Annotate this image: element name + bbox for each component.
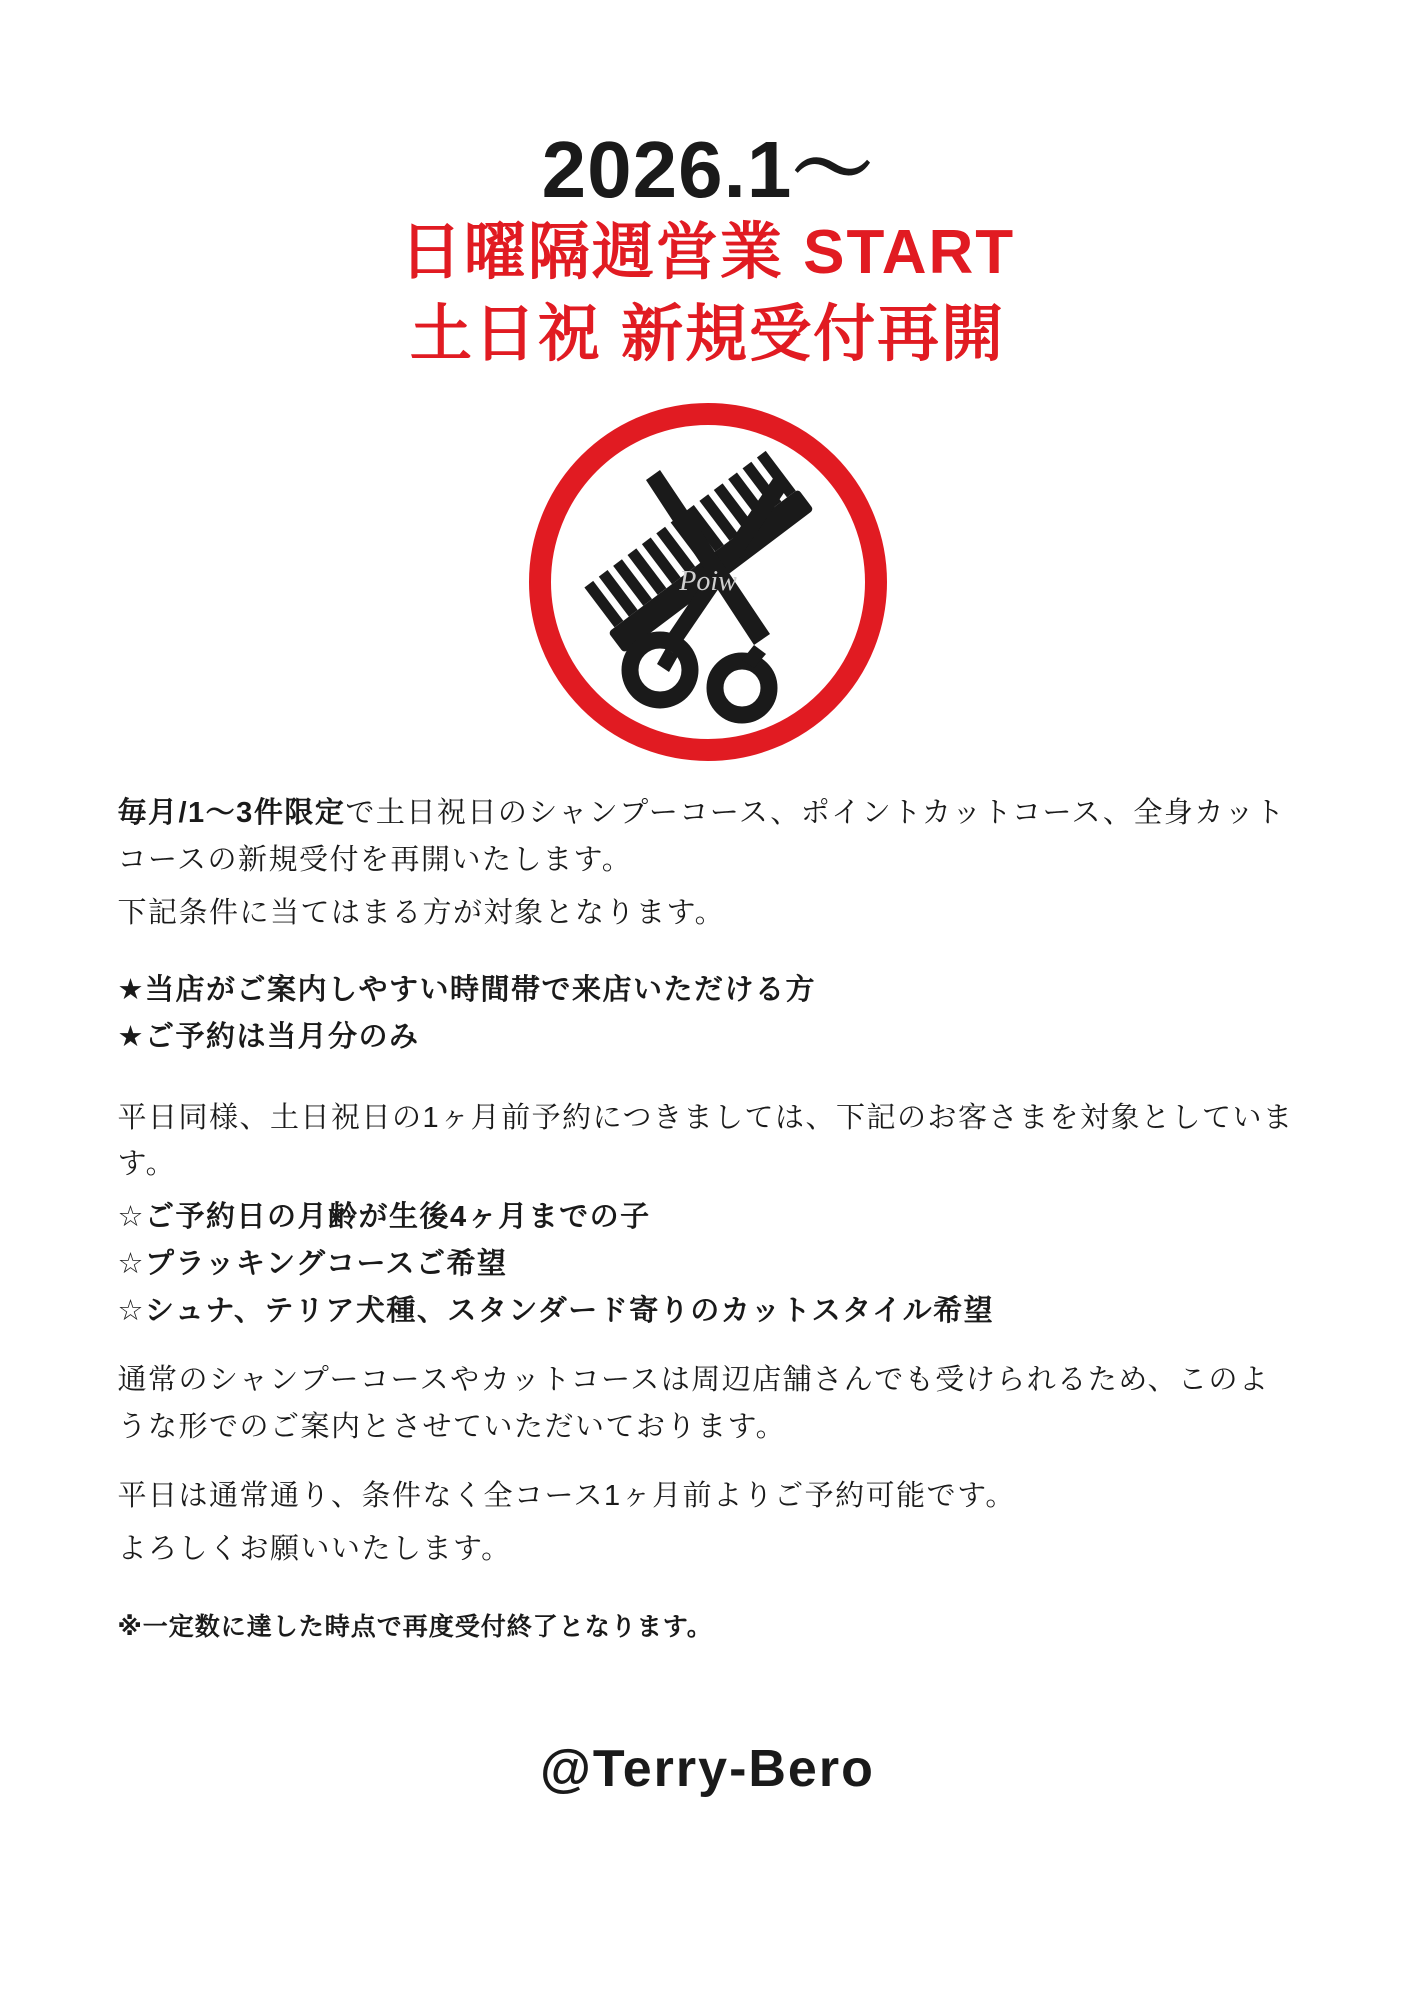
logo-watermark: Poiw [678, 565, 737, 597]
headline-year: 2026.1〜 [541, 125, 874, 214]
advance-item: ☆プラッキングコースご希望 [117, 1248, 508, 1281]
footnote: ※一定数に達した時点で再度受付終了となります。 [117, 1613, 713, 1642]
intro-lead-bold: 毎月/1〜3件限定 [117, 796, 346, 829]
weekday-line-1: 平日は通常通り、条件なく全コース1ヶ月前よりご予約可能です。 [117, 1480, 1016, 1513]
condition-item: ★当店がご案内しやすい時間帯で来店いただける方 [117, 973, 816, 1006]
conditions-list [118, 967, 1298, 1061]
advance-item: ☆ご予約日の月齢が生後4ヶ月までの子 [117, 1201, 651, 1234]
headline-line-2: 土日祝 新規受付再開 [409, 299, 1006, 369]
scissors-comb-circle-logo [528, 402, 888, 762]
intro-line-2: 下記条件に当てはまる方が対象となります。 [117, 896, 726, 929]
weekday-line-2: よろしくお願いいたします。 [117, 1533, 512, 1566]
body-copy [118, 762, 1298, 1644]
headline-line-1: 日曜隔週営業 START [399, 218, 1016, 287]
advance-item: ☆シュナ、テリア犬種、スタンダード寄りのカットスタイル希望 [117, 1295, 995, 1328]
account-handle: @Terry-Bero [540, 1740, 875, 1799]
explanation-paragraph: 通常のシャンプーコースやカットコースは周辺店舗さんでも受けられるため、このような形でのご案内とさせていただいております。 [117, 1364, 1270, 1444]
condition-item: ★ご予約は当月分のみ [117, 1020, 420, 1053]
logo-wrap [0, 402, 1415, 762]
intro-paragraph [118, 790, 1298, 884]
intro-lead-rest: で土日祝日のシャンプーコース、ポイントカットコース、全身カットコースの新規受付を再開いたします。 [117, 796, 1286, 876]
advance-paragraph: 平日同様、土日祝日の1ヶ月前予約につきましては、下記のお客さまを対象としています。 [117, 1101, 1294, 1181]
headline-block [0, 0, 1415, 376]
